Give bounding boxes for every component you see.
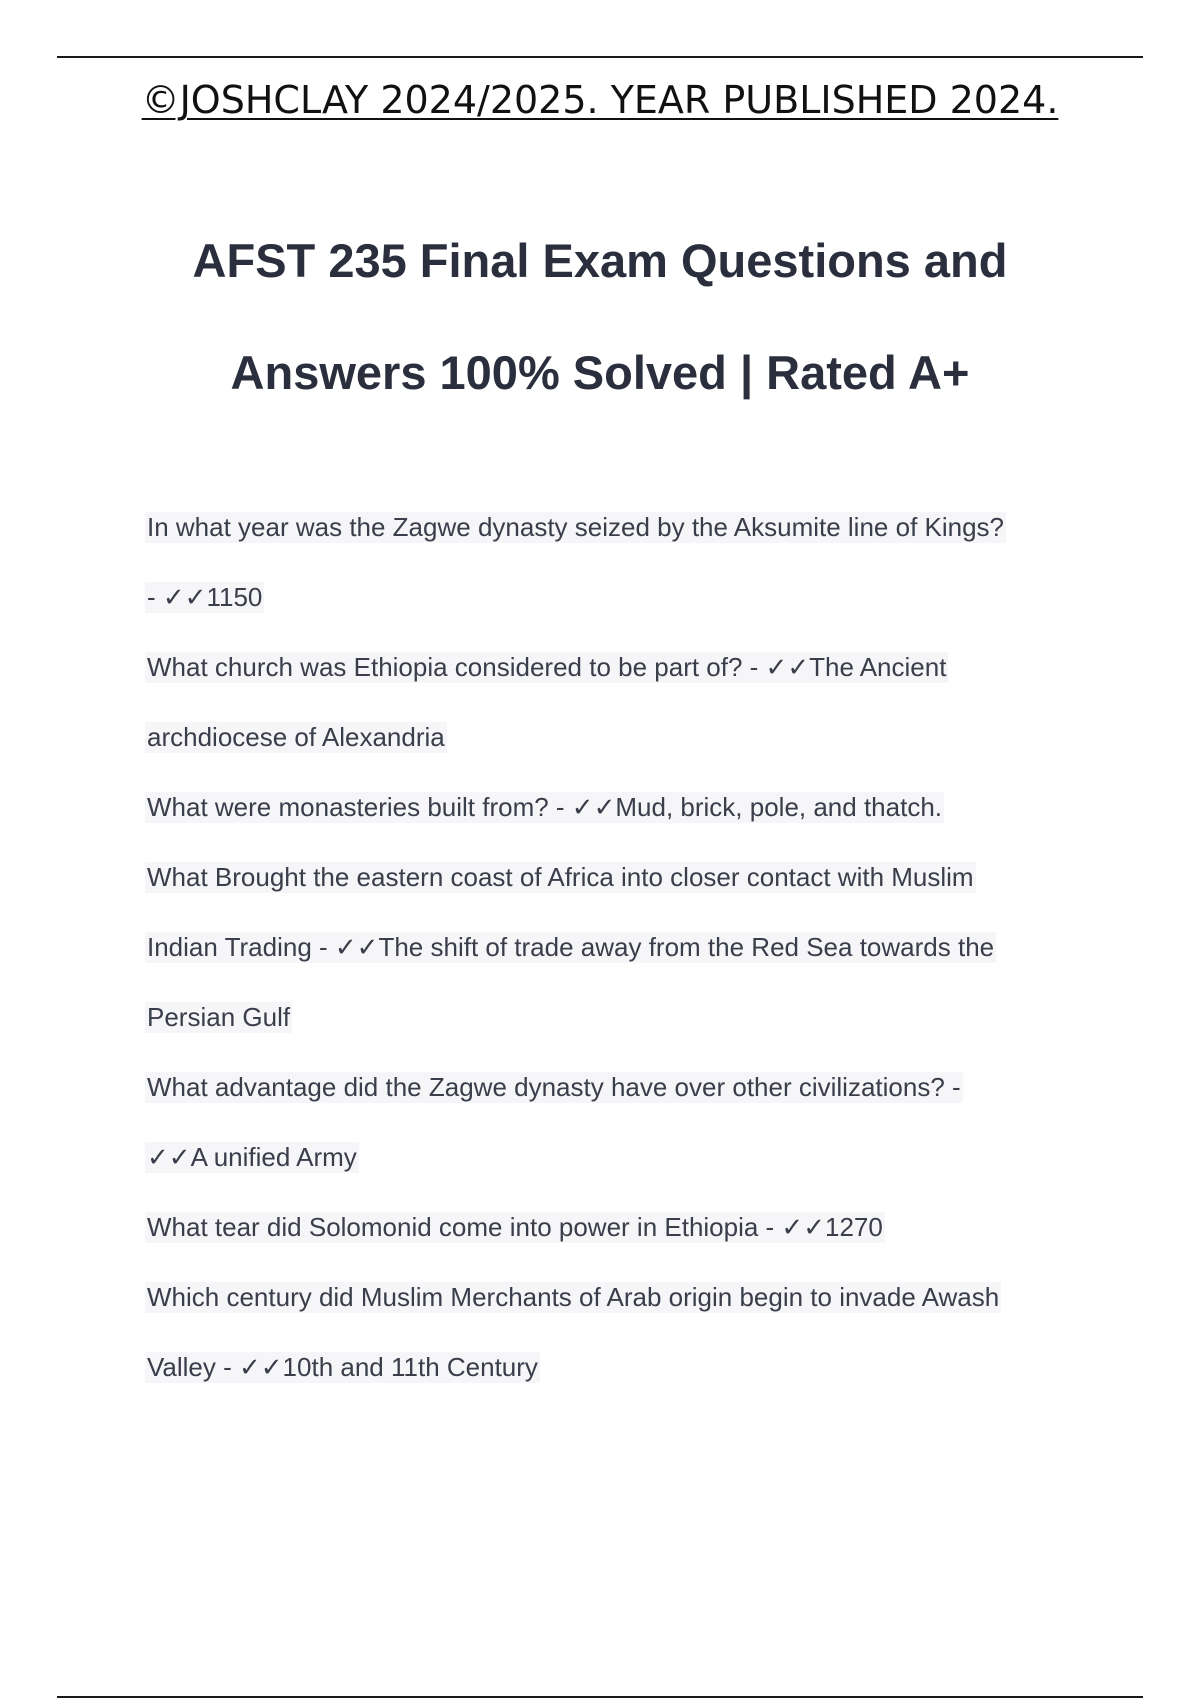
qa-text-line: - ✓✓1150: [147, 581, 263, 612]
qa-text-line: What church was Ethiopia considered to be part of? - ✓✓The Ancient: [147, 651, 947, 682]
qa-text-line: archdiocese of Alexandria: [147, 721, 445, 752]
title-line-1: AFST 235 Final Exam Questions and: [192, 234, 1008, 287]
top-divider: [57, 56, 1143, 58]
qa-item-5: [145, 1052, 1105, 1192]
qa-text-line: Persian Gulf: [147, 1001, 291, 1032]
qa-text-line: What Brought the eastern coast of Africa into closer contact with Muslim: [147, 861, 974, 892]
qa-item-7: [145, 1262, 1105, 1402]
qa-item-2: [145, 632, 1105, 772]
qa-item-4: [145, 842, 1105, 1052]
qa-text-line: Which century did Muslim Merchants of Arab origin begin to invade Awash: [147, 1281, 1000, 1312]
qa-text-line: Indian Trading - ✓✓The shift of trade away from the Red Sea towards the: [147, 931, 995, 962]
copyright-notice: ©JOSHCLAY 2024/2025. YEAR PUBLISHED 2024.: [141, 78, 1059, 122]
document-title: [0, 205, 1200, 429]
qa-text-line: Valley - ✓✓10th and 11th Century: [147, 1351, 538, 1382]
qa-item-3: [145, 772, 1105, 842]
title-line-2: Answers 100% Solved | Rated A+: [230, 346, 970, 399]
qa-text-line: What tear did Solomonid come into power in Ethiopia - ✓✓1270: [147, 1211, 883, 1242]
qa-text-line: ✓✓A unified Army: [147, 1141, 357, 1172]
bottom-divider: [57, 1696, 1143, 1698]
qa-item-6: [145, 1192, 1105, 1262]
qa-list: [145, 492, 1105, 1402]
page-header: [0, 78, 1200, 122]
qa-text-line: What advantage did the Zagwe dynasty have over other civilizations? -: [147, 1071, 961, 1102]
qa-text-line: In what year was the Zagwe dynasty seized by the Aksumite line of Kings?: [147, 511, 1005, 542]
qa-item-1: [145, 492, 1105, 632]
qa-text-line: What were monasteries built from? - ✓✓Mud, brick, pole, and thatch.: [147, 791, 943, 822]
